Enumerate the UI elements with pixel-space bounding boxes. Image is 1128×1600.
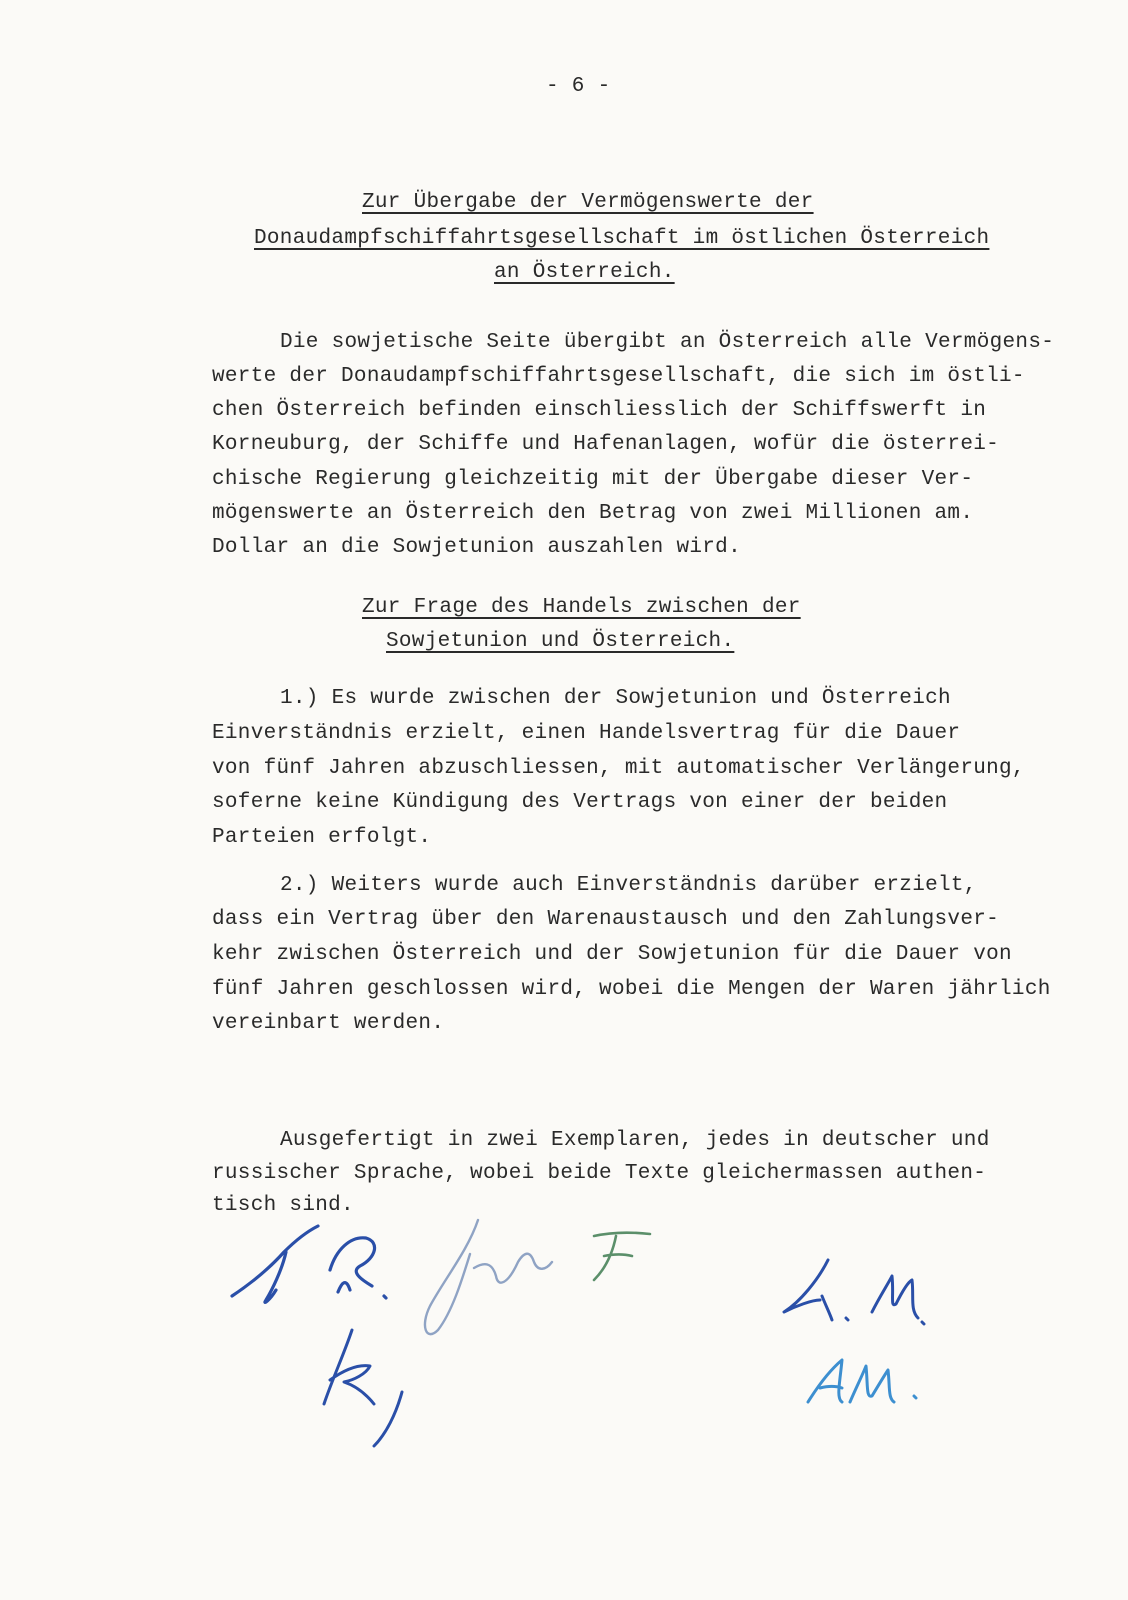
section1-body-line2: werte der Donaudampfschiffahrtsgesellschaft, die sich im östli- (212, 365, 1025, 388)
item1-line3: von fünf Jahren abzuschliessen, mit automatischer Verlängerung, (212, 757, 1025, 780)
item1-line1: 1.) Es wurde zwischen der Sowjetunion und Österreich (280, 687, 951, 710)
section1-body-line5: chische Regierung gleichzeitig mit der Übergabe dieser Ver- (212, 468, 974, 491)
item2-line1: 2.) Weiters wurde auch Einverständnis darüber erzielt, (280, 874, 977, 897)
signature-3 (594, 1233, 650, 1280)
section1-body-line4: Korneuburg, der Schiffe und Hafenanlagen, wofür die österrei- (212, 433, 1000, 456)
section1-heading-line2: Donaudampfschiffahrtsgesellschaft im östlichen Österreich (254, 227, 990, 250)
item1-line2: Einverständnis erzielt, einen Handelsvertrag für die Dauer (212, 722, 961, 745)
item2-line3: kehr zwischen Österreich und der Sowjetunion für die Dauer von (212, 943, 1012, 966)
section1-body-line7: Dollar an die Sowjetunion auszahlen wird. (212, 536, 741, 559)
item1-line5: Parteien erfolgt. (212, 826, 432, 849)
signature-4 (324, 1330, 402, 1446)
section1-heading-line1: Zur Übergabe der Vermögenswerte der (362, 191, 814, 214)
item2-line2: dass ein Vertrag über den Warenaustausch und den Zahlungsver- (212, 908, 1000, 931)
section1-body-line1: Die sowjetische Seite übergibt an Österreich alle Vermögens- (280, 331, 1055, 354)
page-number: - 6 - (546, 75, 611, 98)
item2-line5: vereinbart werden. (212, 1012, 445, 1035)
closing-line3: tisch sind. (212, 1194, 354, 1217)
section1-heading-line3: an Österreich. (494, 261, 675, 284)
section2-heading-line2: Sowjetunion und Österreich. (386, 630, 735, 653)
signature-5 (784, 1260, 924, 1324)
item1-line4: soferne keine Kündigung des Vertrags von einer der beiden (212, 791, 948, 814)
section1-body-line3: chen Österreich befinden einschliesslich der Schiffswerft in (212, 399, 987, 422)
item2-line4: fünf Jahren geschlossen wird, wobei die Mengen der Waren jährlich (212, 978, 1051, 1001)
signature-2 (425, 1220, 552, 1334)
signature-1 (232, 1226, 386, 1302)
section1-body-line6: mögenswerte an Österreich den Betrag von zwei Millionen am. (212, 502, 974, 525)
closing-line2: russischer Sprache, wobei beide Texte gleichermassen authen- (212, 1162, 987, 1185)
section2-heading-line1: Zur Frage des Handels zwischen der (362, 596, 801, 619)
closing-line1: Ausgefertigt in zwei Exemplaren, jedes in deutscher und (280, 1129, 990, 1152)
signature-6 (808, 1360, 916, 1402)
